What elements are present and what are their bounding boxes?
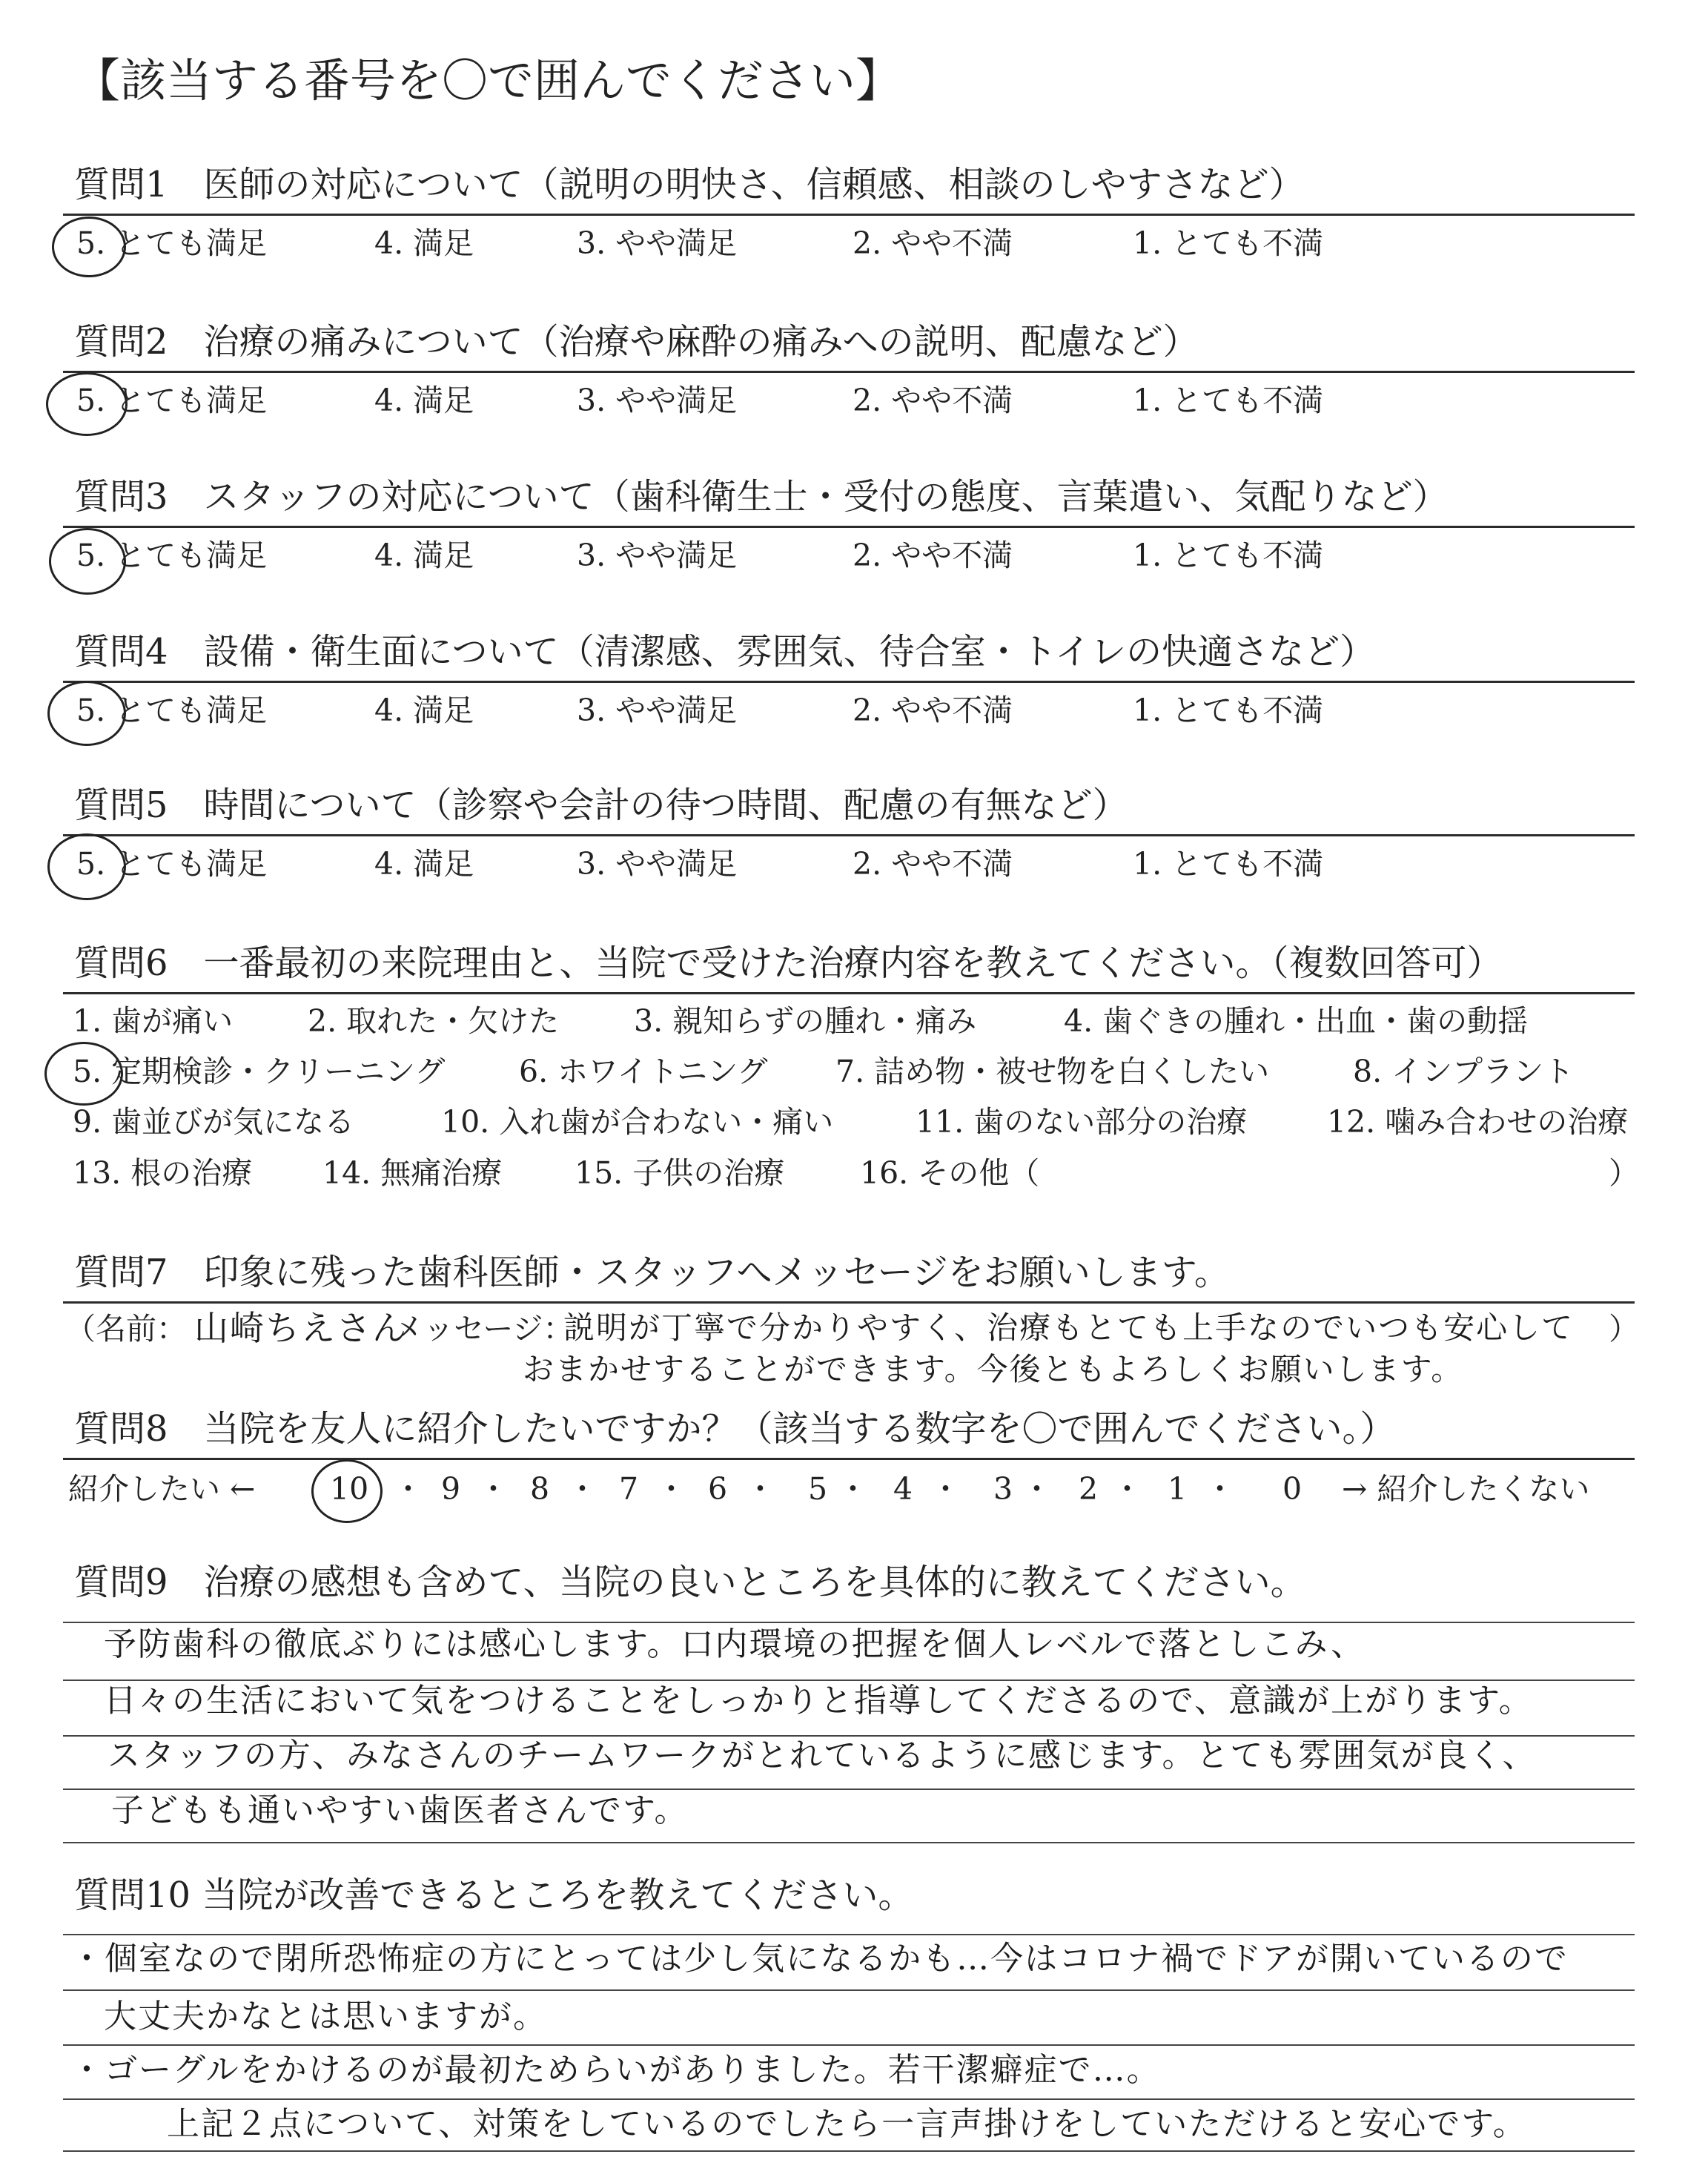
q3-option-3[interactable]: 3. やや満足 (577, 538, 738, 573)
q10-line-rule (63, 1989, 1635, 1991)
q2-option-1[interactable]: 1. とても不満 (1133, 383, 1324, 418)
q10-answer-line-4: 上記２点について、対策をしているのでしたら一言声掛けをしていただけると安心です。 (167, 2105, 1527, 2143)
q9-line-rule (63, 1680, 1635, 1681)
q10-line-rule (63, 1934, 1635, 1935)
q7-message-label: メッセージ： (393, 1311, 574, 1347)
q6-option-3[interactable]: 3. 親知らずの腫れ・痛み (634, 1003, 977, 1039)
q10-line-rule (63, 2150, 1635, 2152)
q5-option-1[interactable]: 1. とても不満 (1133, 846, 1324, 882)
question-8-rule (63, 1458, 1635, 1460)
q6-option-4[interactable]: 4. 歯ぐきの腫れ・出血・歯の動揺 (1064, 1003, 1529, 1039)
q4-option-4[interactable]: 4. 満足 (374, 693, 474, 728)
q8-separator: ・ (930, 1471, 961, 1507)
q6-option-6[interactable]: 6. ホワイトニング (519, 1054, 768, 1089)
q8-value-1[interactable]: 1 (1168, 1471, 1188, 1507)
question-6-rule (63, 992, 1635, 994)
q3-option-4[interactable]: 4. 満足 (374, 538, 474, 573)
q8-value-3[interactable]: 3 (993, 1471, 1013, 1507)
q8-value-4[interactable]: 4 (893, 1471, 913, 1507)
q8-separator: ・ (656, 1471, 686, 1507)
q6-option-12[interactable]: 12. 噛み合わせの治療 (1327, 1104, 1629, 1140)
q7-name-label: （名前： (65, 1311, 187, 1347)
q8-value-10[interactable]: 10 (330, 1471, 369, 1507)
q5-selected-circle (47, 833, 126, 900)
q8-separator: ・ (1205, 1471, 1235, 1507)
q6-option-1[interactable]: 1. 歯が痛い (73, 1003, 234, 1039)
q6-option-15[interactable]: 15. 子供の治療 (575, 1155, 785, 1191)
q6-option-16-close: ） (1609, 1155, 1639, 1191)
q1-option-5[interactable]: 5. とても満足 (76, 225, 268, 261)
q3-option-2[interactable]: 2. やや不満 (853, 538, 1013, 573)
question-3-title: 質問3 スタッフの対応について（歯科衛生士・受付の態度、言葉遣い、気配りなど） (74, 476, 1449, 518)
q6-selected-circle (44, 1042, 123, 1106)
question-3-rule (63, 526, 1635, 528)
page-title: 【該当する番号を〇で囲んでください】 (74, 53, 902, 108)
q6-option-8[interactable]: 8. インプラント (1353, 1054, 1575, 1089)
q5-option-5[interactable]: 5. とても満足 (76, 846, 268, 882)
q8-separator: ・ (567, 1471, 598, 1507)
question-10-title: 質問10 当院が改善できるところを教えてください。 (74, 1875, 914, 1916)
q8-separator: ・ (838, 1471, 868, 1507)
q6-option-9[interactable]: 9. 歯並びが気になる (73, 1104, 355, 1140)
q4-option-5[interactable]: 5. とても満足 (76, 693, 268, 728)
q10-line-rule (63, 2098, 1635, 2100)
q1-option-3[interactable]: 3. やや満足 (577, 225, 738, 261)
q5-option-2[interactable]: 2. やや不満 (853, 846, 1013, 882)
q1-option-1[interactable]: 1. とても不満 (1133, 225, 1324, 261)
q5-option-4[interactable]: 4. 満足 (374, 846, 474, 882)
q8-value-6[interactable]: 6 (708, 1471, 728, 1507)
q6-option-5[interactable]: 5. 定期検診・クリーニング (73, 1054, 446, 1089)
question-1-title: 質問1 医師の対応について（説明の明快さ、信頼感、相談のしやすさなど） (74, 164, 1305, 205)
q8-value-2[interactable]: 2 (1079, 1471, 1099, 1507)
q10-answer-line-2: 大丈夫かなとは思いますが。 (104, 1998, 547, 2035)
question-7-title: 質問7 印象に残った歯科医師・スタッフへメッセージをお願いします。 (74, 1252, 1230, 1293)
question-4-rule (63, 681, 1635, 683)
q5-option-3[interactable]: 3. やや満足 (577, 846, 738, 882)
question-9-title: 質問9 治療の感想も含めて、当院の良いところを具体的に教えてください。 (74, 1562, 1306, 1603)
q10-line-rule (63, 2044, 1635, 2046)
question-5-title: 質問5 時間について（診察や会計の待つ時間、配慮の有無など） (74, 785, 1128, 826)
q8-value-0[interactable]: 0 (1282, 1471, 1302, 1507)
question-8-title: 質問8 当院を友人に紹介したいですか？（該当する数字を〇で囲んでください。） (74, 1408, 1396, 1450)
q8-left-label: 紹介したい ← (68, 1471, 256, 1507)
q8-value-7[interactable]: 7 (619, 1471, 639, 1507)
q9-line-rule (63, 1789, 1635, 1790)
q9-answer-line-2: 日々の生活において気をつけることをしっかりと指導してくださるので、意識が上がります。 (104, 1682, 1533, 1720)
q4-option-1[interactable]: 1. とても不満 (1133, 693, 1324, 728)
q3-selected-circle (49, 528, 126, 595)
q7-close-paren: ） (1609, 1311, 1639, 1347)
q2-option-3[interactable]: 3. やや満足 (577, 383, 738, 418)
q8-right-label: → 紹介したくない (1342, 1471, 1590, 1507)
q8-separator: ・ (393, 1471, 423, 1507)
q1-option-2[interactable]: 2. やや不満 (853, 225, 1013, 261)
q6-option-7[interactable]: 7. 詰め物・被せ物を白くしたい (835, 1054, 1270, 1089)
question-1-rule (63, 214, 1635, 216)
q8-separator: ・ (478, 1471, 509, 1507)
q2-option-5[interactable]: 5. とても満足 (76, 383, 268, 418)
question-7-rule (63, 1301, 1635, 1304)
q6-option-14[interactable]: 14. 無痛治療 (322, 1155, 503, 1191)
q8-value-5[interactable]: 5 (808, 1471, 828, 1507)
q4-option-2[interactable]: 2. やや不満 (853, 693, 1013, 728)
q7-name-value: 山崎ちえさん (194, 1308, 408, 1348)
q9-answer-line-3: スタッフの方、みなさんのチームワークがとれているように感じます。とても雰囲気が良く、 (107, 1737, 1537, 1774)
q4-selected-circle (47, 681, 126, 746)
q8-separator: ・ (1112, 1471, 1142, 1507)
question-6-title: 質問6 一番最初の来院理由と、当院で受けた治療内容を教えてください。（複数回答可） (74, 942, 1503, 984)
q3-option-5[interactable]: 5. とても満足 (76, 538, 268, 573)
q10-answer-line-1: ・個室なので閉所恐怖症の方にとっては少し気になるかも…今はコロナ禍でドアが開いているので (70, 1940, 1569, 1978)
q7-message-line-2: おまかせすることができます。今後ともよろしくお願いします。 (523, 1351, 1464, 1387)
q9-line-rule (63, 1622, 1635, 1623)
q8-value-8[interactable]: 8 (530, 1471, 550, 1507)
q7-message-line-1: 説明が丁寧で分かりやすく、治療もとても上手なのでいつも安心して (563, 1309, 1575, 1346)
q8-selected-circle (311, 1459, 383, 1523)
q1-option-4[interactable]: 4. 満足 (374, 225, 474, 261)
question-5-rule (63, 834, 1635, 836)
q9-answer-line-1: 予防歯科の徹底ぶりには感心します。口内環境の把握を個人レベルで落としこみ、 (104, 1625, 1366, 1663)
q1-selected-circle (52, 217, 126, 277)
q4-option-3[interactable]: 3. やや満足 (577, 693, 738, 728)
q10-answer-line-3: ・ゴーグルをかけるのが最初ためらいがありました。若干潔癖症で…。 (70, 2051, 1161, 2089)
q6-option-2[interactable]: 2. 取れた・欠けた (308, 1003, 560, 1039)
q6-option-10[interactable]: 10. 入れ歯が合わない・痛い (441, 1104, 834, 1140)
question-2-title: 質問2 治療の痛みについて（治療や麻酔の痛みへの説明、配慮など） (74, 321, 1199, 363)
q8-separator: ・ (1022, 1471, 1052, 1507)
q2-option-4[interactable]: 4. 満足 (374, 383, 474, 418)
q2-selected-circle (46, 372, 128, 436)
q3-option-1[interactable]: 1. とても不満 (1133, 538, 1324, 573)
q6-option-16[interactable]: 16. その他（ (860, 1155, 1040, 1191)
q9-line-rule (63, 1842, 1635, 1843)
q6-option-11[interactable]: 11. 歯のない部分の治療 (916, 1104, 1248, 1140)
q2-option-2[interactable]: 2. やや不満 (853, 383, 1013, 418)
q6-option-13[interactable]: 13. 根の治療 (73, 1155, 253, 1191)
question-2-rule (63, 371, 1635, 373)
question-4-title: 質問4 設備・衛生面について（清潔感、雰囲気、待合室・トイレの快適さなど） (74, 631, 1376, 673)
q8-value-9[interactable]: 9 (441, 1471, 461, 1507)
q8-separator: ・ (745, 1471, 775, 1507)
q9-answer-line-4: 子どもも通いやすい歯医者さんです。 (111, 1791, 689, 1829)
